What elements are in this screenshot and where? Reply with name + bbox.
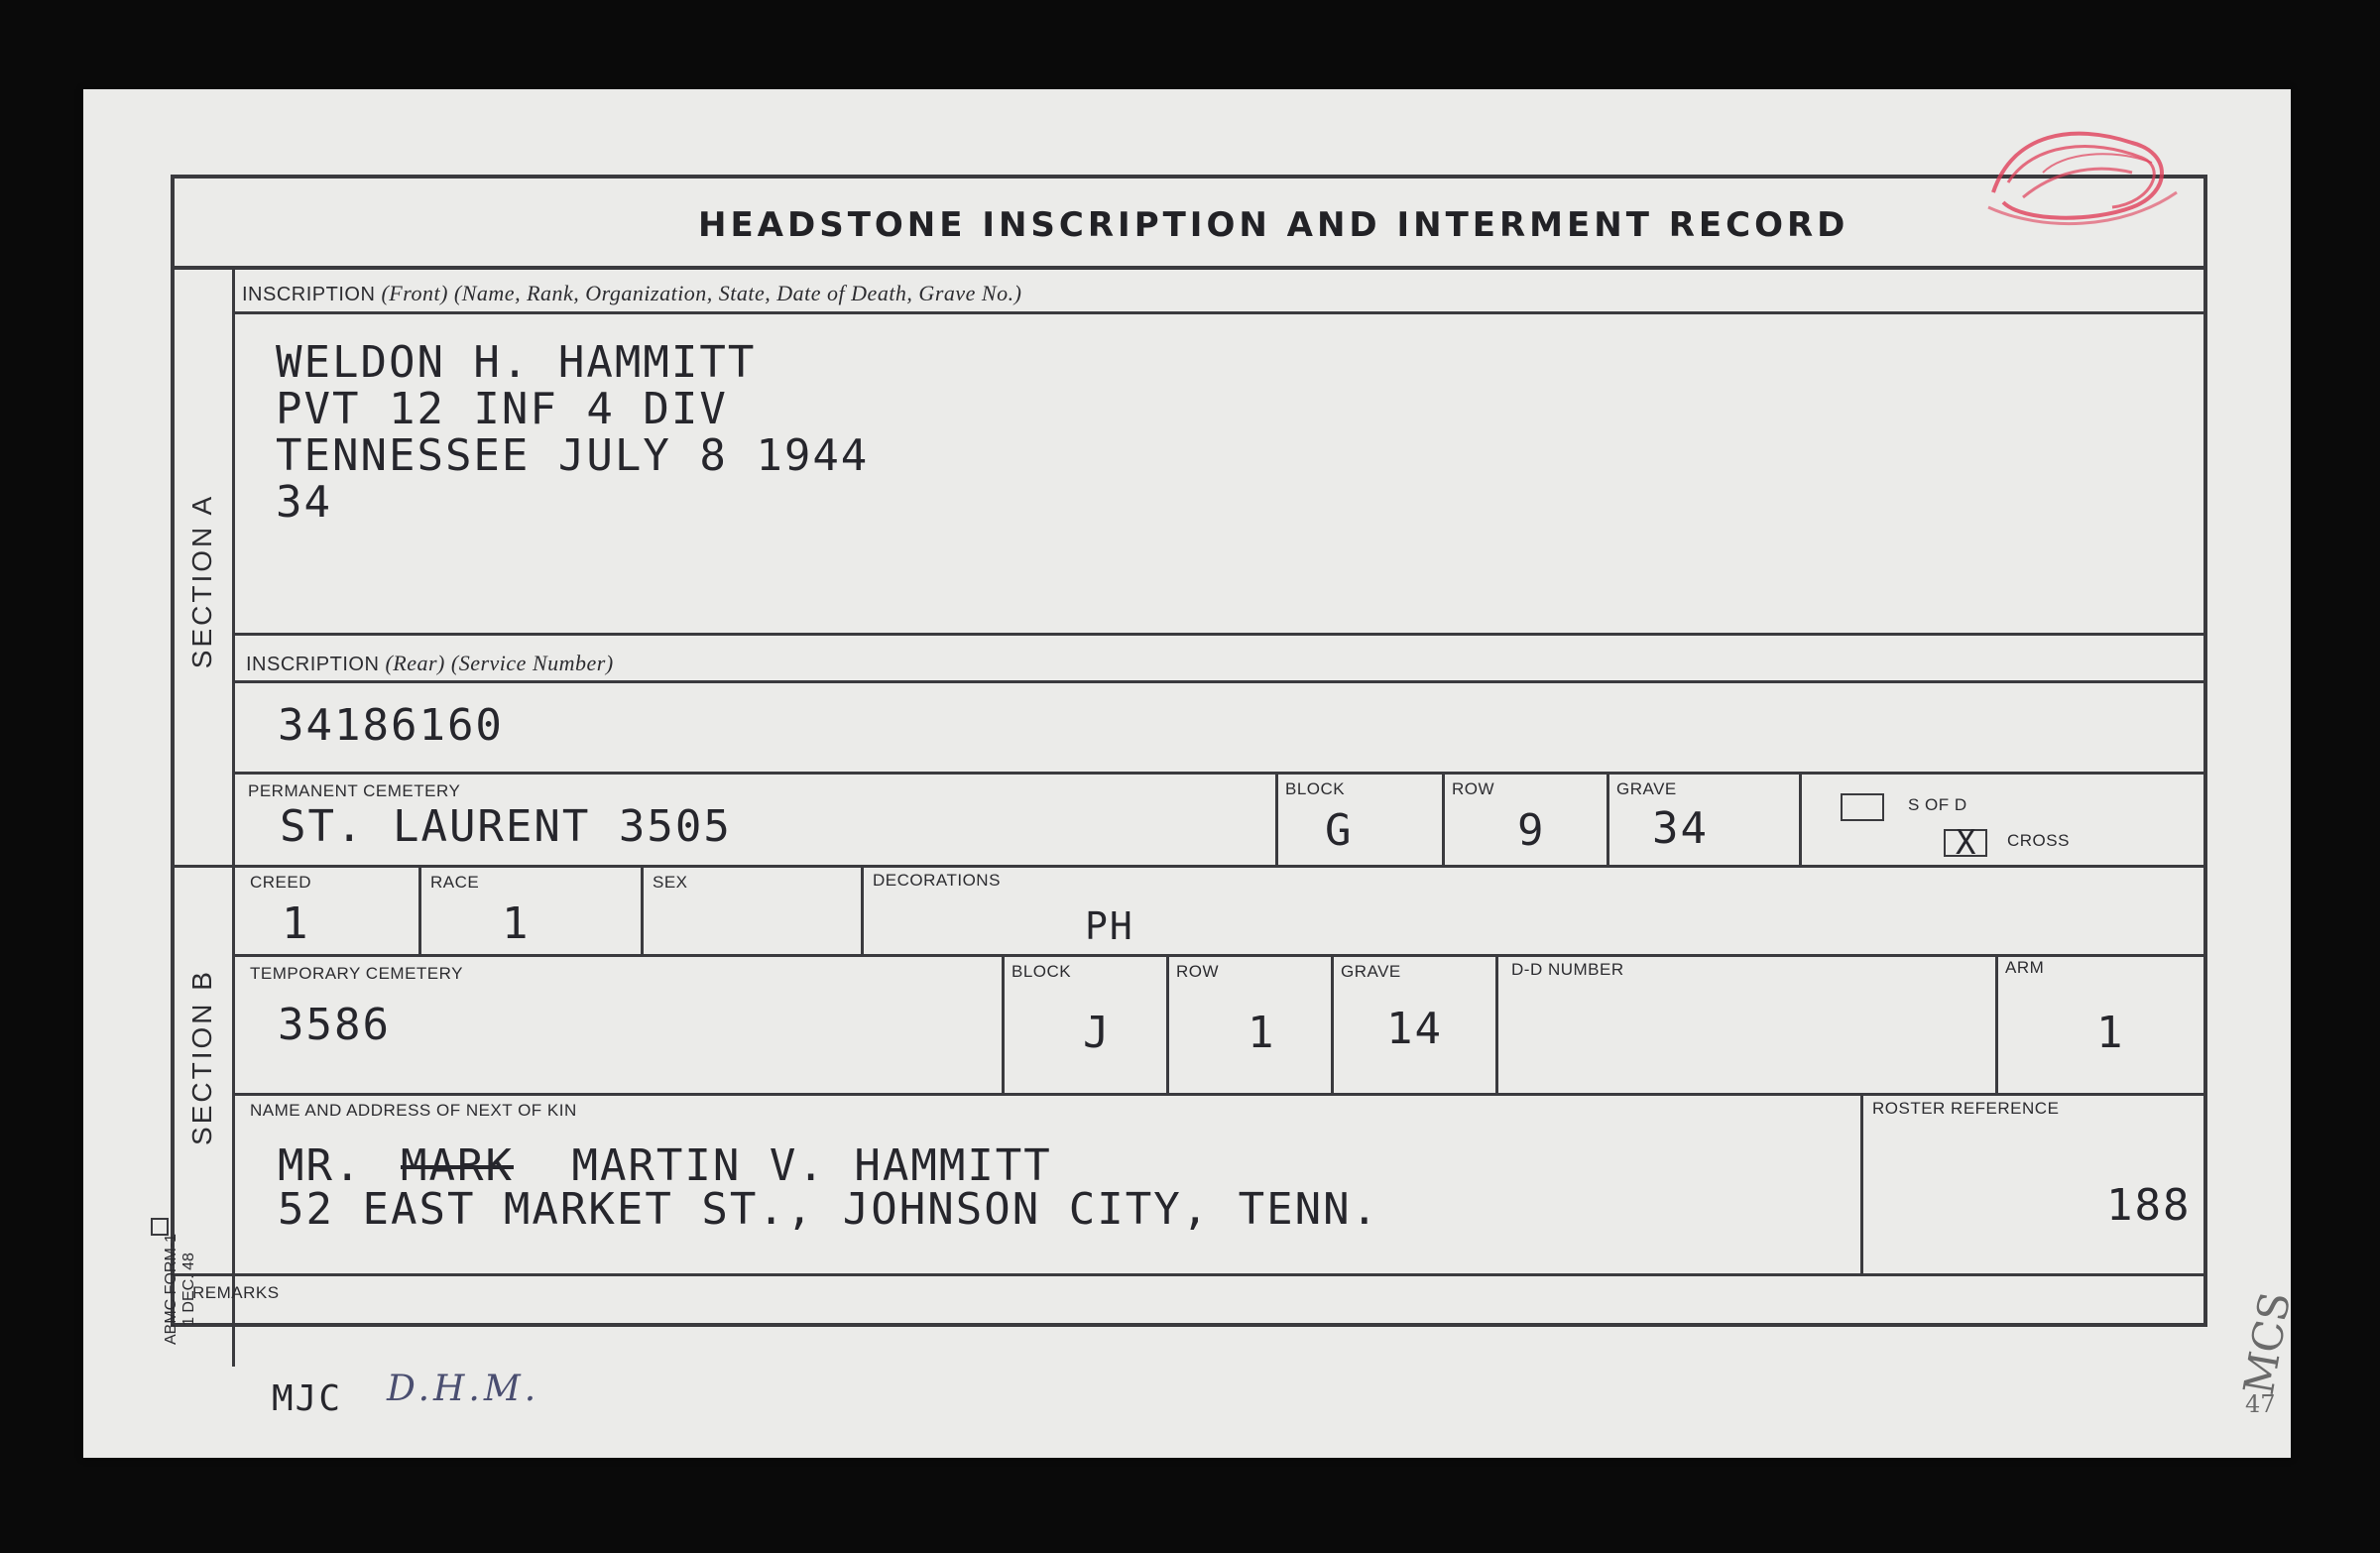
creed-value: 1 [282, 898, 310, 949]
decorations-value: PH [1085, 904, 1134, 948]
inscription-front-line-3: TENNESSEE JULY 8 1944 [276, 430, 870, 481]
arm-label: ARM [2005, 958, 2045, 977]
next-of-kin-line-2: 52 EAST MARKET ST., JOHNSON CITY, TENN. [278, 1184, 1380, 1235]
remarks-label: REMARKS [192, 1283, 280, 1302]
record-card [83, 89, 2301, 1458]
section-b-label: SECTION B [186, 969, 217, 1145]
inscription-rear-label: INSCRIPTION (Rear) (Service Number) [246, 651, 614, 675]
permanent-cemetery-value: ST. LAURENT 3505 [280, 801, 732, 852]
perm-block-label: BLOCK [1285, 779, 1346, 798]
cross-checkbox[interactable] [1944, 823, 1987, 863]
dd-number-label: D-D NUMBER [1511, 960, 1624, 979]
sex-label: SEX [653, 873, 688, 892]
cross-label: CROSS [2007, 831, 2070, 850]
typed-initials: MJC [272, 1378, 343, 1419]
inscription-front-line-4: 34 [276, 477, 332, 528]
permanent-cemetery-label: PERMANENT CEMETERY [248, 781, 461, 800]
race-value: 1 [502, 898, 531, 949]
cross-checkbox-mark: X [1956, 823, 1976, 863]
form-title: HEADSTONE INSCRIPTION AND INTERMENT RECORD [698, 205, 1849, 245]
temp-grave-value: 14 [1386, 1004, 1443, 1054]
form-id-line-1: ABMC FORM-1 [163, 1234, 179, 1345]
s-of-d-label: S OF D [1908, 795, 1967, 814]
margin-note: MCS [2233, 1288, 2301, 1398]
temp-row-label: ROW [1176, 962, 1220, 981]
temporary-cemetery-label: TEMPORARY CEMETERY [250, 964, 463, 983]
inscription-front-label: INSCRIPTION (Front) (Name, Rank, Organization, State, Date of Death, Grave No.) [242, 281, 1022, 305]
nok-prefix: MR. [278, 1140, 363, 1191]
form-id [163, 1170, 222, 1408]
perm-grave-value: 34 [1652, 803, 1709, 854]
form-id-box [151, 1218, 169, 1236]
next-of-kin-label: NAME AND ADDRESS OF NEXT OF KIN [250, 1101, 577, 1120]
roster-reference-value: 188 [2106, 1180, 2192, 1231]
red-stamp-mark [1983, 113, 2182, 242]
arm-value: 1 [2096, 1008, 2125, 1058]
roster-reference-label: ROSTER REFERENCE [1872, 1099, 2060, 1118]
service-number: 34186160 [278, 700, 504, 751]
perm-row-label: ROW [1452, 779, 1495, 798]
nok-name: MARTIN V. HAMMITT [571, 1140, 1052, 1191]
decorations-label: DECORATIONS [873, 871, 1001, 890]
inscription-front-line-1: WELDON H. HAMMITT [276, 337, 757, 388]
inscription-front-line-2: PVT 12 INF 4 DIV [276, 384, 728, 434]
perm-block-value: G [1325, 805, 1354, 856]
pencil-initials: D.H.M. [387, 1369, 540, 1409]
perm-row-value: 9 [1517, 805, 1546, 856]
temp-block-value: J [1083, 1008, 1112, 1058]
margin-number: 47 [2245, 1390, 2276, 1418]
form-id-line-2: 1 DEC. 48 [180, 1253, 197, 1326]
s-of-d-checkbox[interactable] [1841, 793, 1884, 821]
temp-row-value: 1 [1248, 1008, 1276, 1058]
temporary-cemetery-value: 3586 [278, 1000, 391, 1050]
race-label: RACE [430, 873, 480, 892]
temp-grave-label: GRAVE [1341, 962, 1401, 981]
section-a-label: SECTION A [186, 493, 217, 669]
creed-label: CREED [250, 873, 312, 892]
temp-block-label: BLOCK [1012, 962, 1072, 981]
perm-grave-label: GRAVE [1616, 779, 1677, 798]
nok-struck-name: MARK [400, 1140, 514, 1191]
